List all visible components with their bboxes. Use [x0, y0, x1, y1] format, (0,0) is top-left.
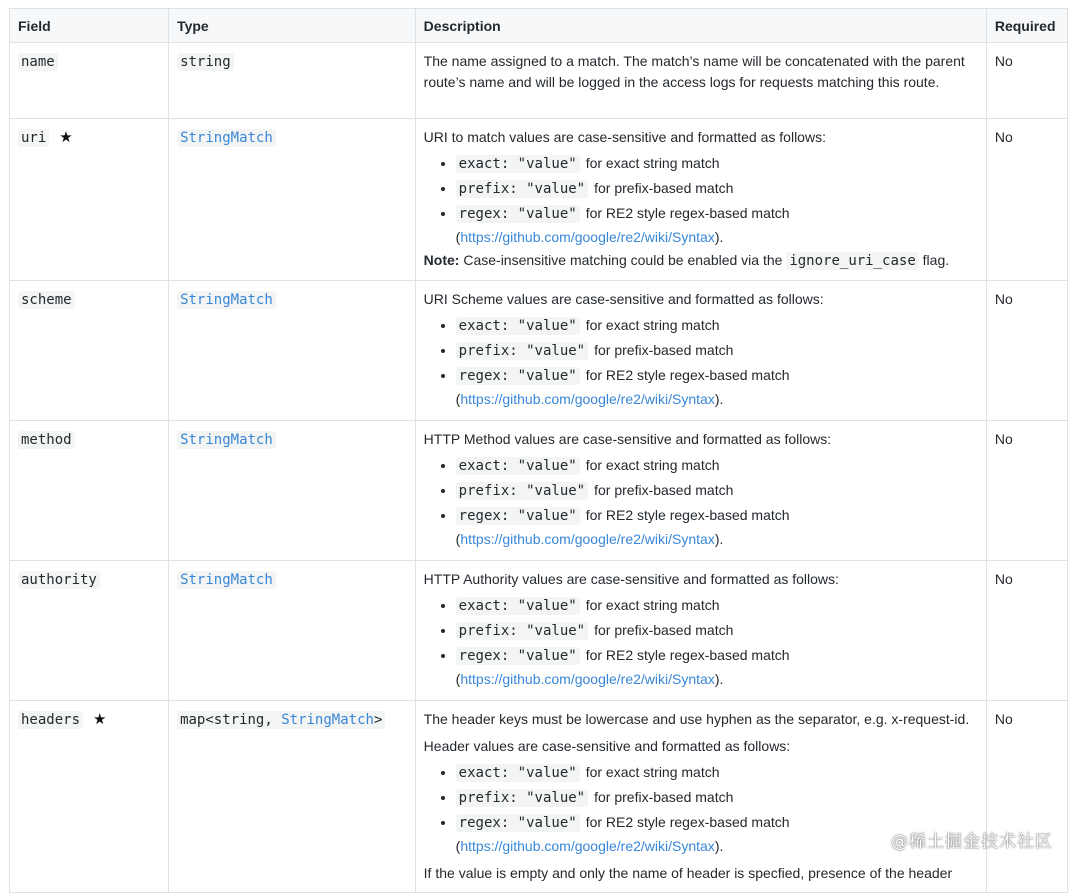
- prefix-code: prefix: "value": [456, 342, 588, 360]
- list-item: • prefix: "value" for prefix-based match: [456, 618, 978, 643]
- field-name: method: [18, 431, 75, 449]
- string-match-type-link[interactable]: StringMatch: [281, 712, 374, 728]
- prefix-code: prefix: "value": [456, 482, 588, 500]
- prefix-code: prefix: "value": [456, 789, 588, 807]
- field-required: No: [986, 701, 1067, 893]
- exact-code: exact: "value": [456, 457, 580, 475]
- field-type: string: [177, 53, 234, 71]
- table-row: [10, 561, 1068, 701]
- field-description: HTTP Authority values are case-sensitive and formatted as follows:: [423, 571, 839, 587]
- match-format-list: [424, 313, 978, 410]
- match-format-list: [424, 453, 978, 550]
- regex-code: regex: "value": [456, 507, 580, 525]
- field-description: HTTP Method values are case-sensitive and formatted as follows:: [423, 431, 832, 447]
- field-description-3: If the value is empty and only the name of header is specfied, presence of the header: [423, 865, 953, 881]
- header-description: Description: [415, 9, 986, 43]
- string-match-type-link[interactable]: StringMatch: [177, 291, 276, 309]
- prefix-code: prefix: "value": [456, 622, 588, 640]
- field-description: URI Scheme values are case-sensitive and formatted as follows:: [423, 291, 824, 307]
- field-type: map<string, StringMatch>: [177, 711, 385, 729]
- list-item: • regex: "value" for RE2 style regex-based match (https://github.com/google/re2/wiki/Syntax).: [456, 810, 978, 857]
- regex-code: regex: "value": [456, 814, 580, 832]
- exact-code: exact: "value": [456, 764, 580, 782]
- field-required: No: [986, 561, 1067, 701]
- re2-syntax-link[interactable]: https://github.com/google/re2/wiki/Syntax: [460, 391, 715, 407]
- header-type: Type: [169, 9, 416, 43]
- table-row: [10, 119, 1068, 281]
- string-match-type-link[interactable]: StringMatch: [177, 431, 276, 449]
- list-item: • regex: "value" for RE2 style regex-based match (https://github.com/google/re2/wiki/Syntax).: [456, 643, 978, 690]
- required-star-icon: ★: [59, 129, 73, 146]
- match-fields-table: [9, 8, 1068, 893]
- field-description: The header keys must be lowercase and use hyphen as the separator, e.g. x-request-id.: [423, 711, 970, 727]
- note: Note: Case-insensitive matching could be enabled via the ignore_uri_case flag.: [423, 252, 950, 269]
- regex-code: regex: "value": [456, 647, 580, 665]
- field-required: No: [986, 281, 1067, 421]
- field-description: The name assigned to a match. The match’s name will be concatenated with the parent route’s name and will be logged in the access logs for requests matching this route.: [423, 53, 965, 90]
- list-item: • prefix: "value" for prefix-based match: [456, 785, 978, 810]
- list-item: • regex: "value" for RE2 style regex-based match (https://github.com/google/re2/wiki/Syntax).: [456, 503, 978, 550]
- field-required: No: [986, 119, 1067, 281]
- re2-syntax-link[interactable]: https://github.com/google/re2/wiki/Syntax: [460, 229, 715, 245]
- list-item: • regex: "value" for RE2 style regex-based match (https://github.com/google/re2/wiki/Syntax).: [456, 363, 978, 410]
- ignore-uri-case-code: ignore_uri_case: [786, 252, 918, 270]
- header-required: Required: [986, 9, 1067, 43]
- string-match-type-link[interactable]: StringMatch: [177, 571, 276, 589]
- re2-syntax-link[interactable]: https://github.com/google/re2/wiki/Syntax: [460, 671, 715, 687]
- re2-syntax-link[interactable]: https://github.com/google/re2/wiki/Syntax: [460, 531, 715, 547]
- list-item: • exact: "value" for exact string match: [456, 453, 978, 478]
- header-field: Field: [10, 9, 169, 43]
- list-item: • exact: "value" for exact string match: [456, 151, 978, 176]
- list-item: • exact: "value" for exact string match: [456, 593, 978, 618]
- site-watermark: @稀土掘金技术社区: [891, 832, 1053, 852]
- field-name: headers: [18, 711, 83, 729]
- list-item: • regex: "value" for RE2 style regex-based match (https://github.com/google/re2/wiki/Syntax).: [456, 201, 978, 248]
- exact-code: exact: "value": [456, 597, 580, 615]
- list-item: • exact: "value" for exact string match: [456, 313, 978, 338]
- exact-code: exact: "value": [456, 317, 580, 335]
- regex-code: regex: "value": [456, 205, 580, 223]
- prefix-code: prefix: "value": [456, 180, 588, 198]
- field-name: uri: [18, 129, 49, 147]
- table-row: [10, 421, 1068, 561]
- list-item: • exact: "value" for exact string match: [456, 760, 978, 785]
- regex-code: regex: "value": [456, 367, 580, 385]
- table-header-row: [10, 9, 1068, 43]
- match-fields-table-wrapper: [9, 8, 1068, 881]
- string-match-type-link[interactable]: StringMatch: [177, 129, 276, 147]
- table-row: [10, 281, 1068, 421]
- field-required: No: [986, 43, 1067, 119]
- table-row: [10, 701, 1068, 893]
- list-item: • prefix: "value" for prefix-based match: [456, 176, 978, 201]
- table-row: [10, 43, 1068, 119]
- list-item: • prefix: "value" for prefix-based match: [456, 338, 978, 363]
- required-star-icon: ★: [93, 711, 107, 728]
- exact-code: exact: "value": [456, 155, 580, 173]
- re2-syntax-link[interactable]: https://github.com/google/re2/wiki/Syntax: [460, 838, 715, 854]
- field-name: name: [18, 53, 58, 71]
- match-format-list: [424, 593, 978, 690]
- field-description-2: Header values are case-sensitive and formatted as follows:: [423, 738, 791, 754]
- field-required: No: [986, 421, 1067, 561]
- field-description: URI to match values are case-sensitive and formatted as follows:: [423, 129, 826, 145]
- field-name: scheme: [18, 291, 75, 309]
- field-name: authority: [18, 571, 100, 589]
- match-format-list: [424, 151, 978, 248]
- list-item: • prefix: "value" for prefix-based match: [456, 478, 978, 503]
